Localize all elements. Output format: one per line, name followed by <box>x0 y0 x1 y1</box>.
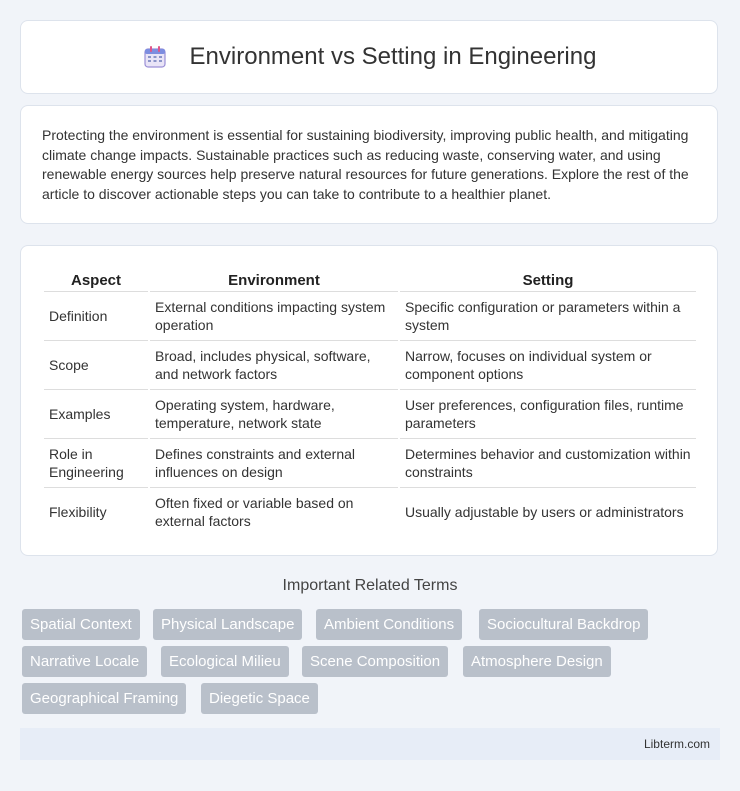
table-cell: Narrow, focuses on individual system or component options <box>400 341 696 390</box>
related-term-tag[interactable]: Geographical Framing <box>22 683 186 714</box>
table-cell: User preferences, configuration files, runtime parameters <box>400 390 696 439</box>
footer-site-link[interactable]: Libterm.com <box>643 737 710 751</box>
related-term-tag[interactable]: Sociocultural Backdrop <box>479 609 648 640</box>
table-cell: Specific configuration or parameters within a system <box>400 292 696 341</box>
table-cell: Usually adjustable by users or administrators <box>405 504 684 520</box>
intro-card <box>20 105 718 224</box>
table-cell: External conditions impacting system operation <box>150 292 398 341</box>
table-row <box>44 439 696 488</box>
table-cell: Broad, includes physical, software, and network factors <box>150 341 398 390</box>
calendar-icon <box>142 44 168 70</box>
related-terms-title: Important Related Terms <box>282 577 458 594</box>
table-cell: Determines behavior and customization within constraints <box>400 439 696 488</box>
table-cell: Role in Engineering <box>44 439 148 488</box>
table-cell: Flexibility <box>49 504 107 520</box>
column-header-setting: Setting <box>400 268 696 292</box>
related-term-tag[interactable]: Scene Composition <box>302 646 448 677</box>
table-cell: Often fixed or variable based on external factors <box>155 495 354 529</box>
table-row <box>44 341 696 390</box>
table-cell: Definition <box>44 292 148 341</box>
table-cell: Examples <box>44 390 148 439</box>
table-row <box>44 390 696 439</box>
comparison-table <box>42 268 698 536</box>
intro-paragraph: Protecting the environment is essential for sustaining biodiversity, improving public health, and mitigating climate change impacts. Sustainable practices such as reducing waste, conserving water, and using renewable energy sources help preserve natural resources for future generations. Explore the rest of the article to discover actionable steps you can take to contribute to a healthier planet. <box>42 127 689 202</box>
table-row <box>44 488 696 536</box>
header-card <box>20 20 718 94</box>
related-term-tag[interactable]: Narrative Locale <box>22 646 147 677</box>
column-header-environment: Environment <box>150 268 398 292</box>
table-header-row <box>44 268 696 292</box>
table-cell: Scope <box>44 341 148 390</box>
page-title: Environment vs Setting in Engineering <box>189 43 597 70</box>
footer <box>20 728 720 760</box>
related-term-tag[interactable]: Ambient Conditions <box>316 609 462 640</box>
column-header-aspect: Aspect <box>44 268 148 292</box>
related-term-tag[interactable]: Spatial Context <box>22 609 140 640</box>
related-term-tag[interactable]: Atmosphere Design <box>463 646 611 677</box>
table-cell: Defines constraints and external influences on design <box>150 439 398 488</box>
table-row <box>44 292 696 341</box>
table-cell: Operating system, hardware, temperature, network state <box>150 390 398 439</box>
comparison-table-card <box>20 245 718 556</box>
related-term-tag[interactable]: Physical Landscape <box>153 609 302 640</box>
related-term-tag[interactable]: Diegetic Space <box>201 683 318 714</box>
related-term-tag[interactable]: Ecological Milieu <box>161 646 289 677</box>
